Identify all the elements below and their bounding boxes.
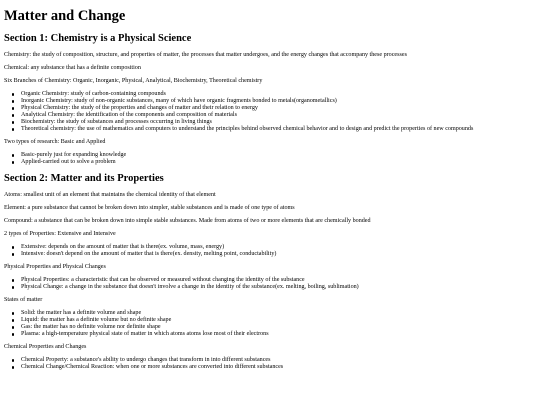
list-item: Theoretical chemistry: the use of mathematics and computers to understand the principles behind observed chemical behavior and to design and predict the properties of new compounds: [21, 126, 540, 133]
list-item: Chemical Property: a substance's ability to undergo changes that transform in into different substances: [21, 357, 540, 364]
list-item: Plasma: a high-temperature physical state of matter in which atoms atoms lose most of their electrons: [21, 331, 540, 338]
list-item: Organic Chemistry: study of carbon-containing compounds: [21, 91, 540, 98]
list-item: Physical Properties: a characteristic that can be observed or measured without changing the identity of the substance: [21, 277, 540, 284]
element-definition: Element: a pure substance that cannot be broken down into simpler, stable substances and is made of one type of atoms: [4, 205, 295, 211]
list-item: Biochemistry: the study of substances and processes occurring in living things: [21, 119, 540, 126]
physical-intro: Physical Properties and Physical Changes: [4, 264, 106, 270]
list-item: Physical Chemistry: the study of the properties and changes of matter and their relation to energy: [21, 105, 540, 112]
chemical-definition: Chemical: any substance that has a definite composition: [4, 65, 141, 71]
property-types-intro: 2 types of Properties: Extensive and Intensive: [4, 231, 116, 237]
list-item: Extensive: depends on the amount of matter that is there(ex. volume, mass, energy): [21, 244, 540, 251]
property-types-list: [4, 244, 540, 258]
physical-list: [4, 277, 540, 291]
compound-definition: Compound: a substance that can be broken down into simple stable substances. Made from atoms of two or more elements that are chemically bonded: [4, 218, 371, 224]
list-item: Applied-carried out to solve a problem: [21, 159, 540, 166]
branches-intro: Six Branches of Chemistry: Organic, Inorganic, Physical, Analytical, Biochemistry, Theoretical chemistry: [4, 78, 263, 84]
section1-heading: Section 1: Chemistry is a Physical Science: [4, 33, 192, 44]
atoms-definition: Atoms: smallest unit of an element that maintains the chemical identity of that element: [4, 192, 216, 198]
list-item: Chemical Change/Chemical Reaction: when one or more substances are converted into different substances: [21, 364, 540, 371]
states-list: [4, 310, 540, 338]
chemical-props-intro: Chemical Properties and Changes: [4, 344, 87, 350]
list-item: Analytical Chemistry: the identification of the components and composition of materials: [21, 112, 540, 119]
research-list: [4, 152, 540, 166]
page-title: Matter and Change: [4, 8, 126, 24]
chemical-props-list: [4, 357, 540, 371]
list-item: Liquid: the matter has a definite volume but no definite shape: [21, 317, 540, 324]
list-item: Gas: the matter has no definite volume nor definite shape: [21, 324, 540, 331]
chemistry-definition: Chemistry: the study of composition, structure, and properties of matter, the processes that matter undergoes, and the energy changes that accompany these processes: [4, 52, 407, 58]
branches-list: [4, 91, 540, 133]
list-item: Solid: the matter has a definite volume and shape: [21, 310, 540, 317]
states-intro: States of matter: [4, 297, 43, 303]
section2-heading: Section 2: Matter and its Properties: [4, 173, 164, 184]
list-item: Inorganic Chemistry: study of non-organic substances, many of which have organic fragments bonded to metals(organometallics): [21, 98, 540, 105]
list-item: Basic-purely just for expanding knowledge: [21, 152, 540, 159]
list-item: Intensive: doesn't depend on the amount of matter that is there(ex. density, melting point, conductability): [21, 251, 540, 258]
research-intro: Two types of research: Basic and Applied: [4, 139, 106, 145]
list-item: Physical Change: a change in the substance that doesn't involve a change in the identity of the substance(ex. melting, boiling, sublimation): [21, 284, 540, 291]
